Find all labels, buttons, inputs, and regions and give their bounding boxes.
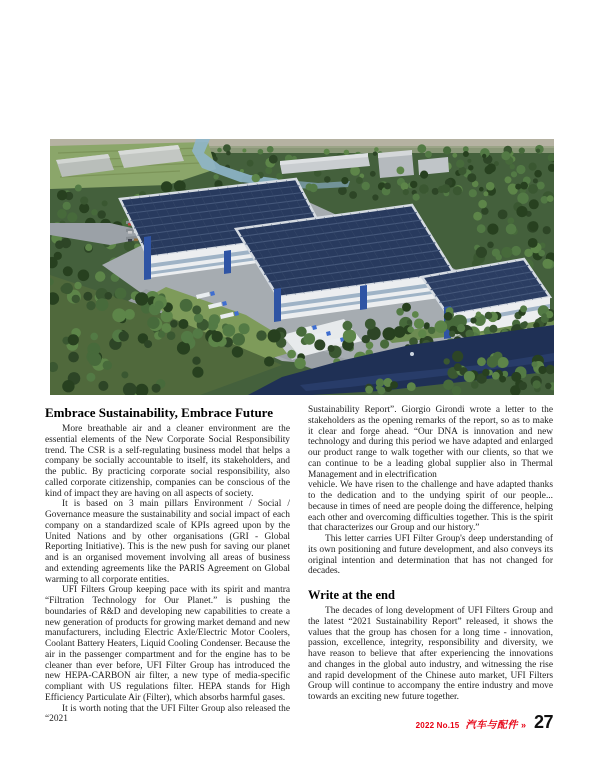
- paragraph: The decades of long development of UFI Filters Group and the latest “2021 Sustainability Report” released, it shows the values that the group has chosen for a long time - innovation, passion, excellence, integrity, responsibility and diversity, we have reason to believe that after experiencing the innovations and changes in the global auto industry, and witnessing the rise and rapid development of the Chinese auto market, UFI Filters Group will continue to accompany the entire industry and move towards an exciting new future together.: [308, 606, 553, 702]
- chevrons-icon: »: [520, 720, 526, 730]
- paragraph: It is based on 3 main pillars Environment / Social / Governance measure the sustainability and social impact of each company on a standardized scale of KPIs agreed upon by the United Nations and by other organisations (GRI - Global Reporting Initiative). This is the new push for saving our planet and is an organised movement involving all areas of business and extending agreements like the PARIS Agreement on Global warming to all corporate entities.: [45, 499, 290, 585]
- factory-aerial-photo: [50, 139, 554, 395]
- paragraph: Sustainability Report”. Giorgio Girondi wrote a letter to the stakeholders as the opening remarks of the report, so as to make it clear and forge ahead. “Our DNA is innovation and new technology and during this period we have adapted and enlarged our product range to walk together with our clients, so that we can continue to be a leading global supplier also in Thermal Management and in electrification: [308, 405, 553, 480]
- issue-number: 2022 No.15: [415, 721, 460, 730]
- section-heading-write-at-the-end: Write at the end: [308, 588, 395, 602]
- paragraph: More breathable air and a cleaner environment are the essential elements of the New Corporate Social Responsibility trend. The CSR is a self-regulating business model that helps a company be socially accountable to itself, its stakeholders, and the public. By practicing corporate social responsibility, also called corporate citizenship, companies can be conscious of the kind of impact they are having on all aspects of society.: [45, 424, 290, 499]
- paragraph: vehicle. We have risen to the challenge and have adapted thanks to the dedication and to the undying spirit of our people... because in times of need are people doing the difference, helping each other and overcoming difficulties together. This is the spirit that characterizes our Group and our history.”: [308, 480, 553, 534]
- hero-photo: [50, 139, 554, 395]
- article-body: [45, 405, 554, 725]
- left-column: [45, 405, 290, 725]
- right-column: [308, 405, 553, 725]
- paragraph: UFI Filters Group keeping pace with its spirit and mantra “Filtration Technology for Our Planet.” is pushing the boundaries of R&D and developing new capabilities to create a new generation of products for growing market demand and new manufacturers, including Electric Axle/Electric Motor Coolers, Coolant Battery Heaters, Liquid Cooling Condenser. Because the air in the passenger compartment and for the engine has to be cleaner than ever before, UFI Filter Group has introduced the new HEPA-CARBON air filter, a new type of media-specific compliant with US regulations filter. HEPA stands for High Efficiency Particulate Air (Filter), which absorbs harmful gases.: [45, 585, 290, 703]
- section-heading-sustainability: Embrace Sustainability, Embrace Future: [45, 405, 273, 420]
- magazine-name: 汽车与配件: [465, 720, 518, 731]
- paragraph: This letter carries UFI Filter Group's deep understanding of its own positioning and future development, and also conveys its original intention and determination that has not changed for decades.: [308, 534, 553, 577]
- page-number: 27: [533, 712, 553, 732]
- page-footer: [416, 712, 553, 733]
- paragraph: It is worth noting that the UFI Filter Group also released the “2021: [45, 703, 290, 725]
